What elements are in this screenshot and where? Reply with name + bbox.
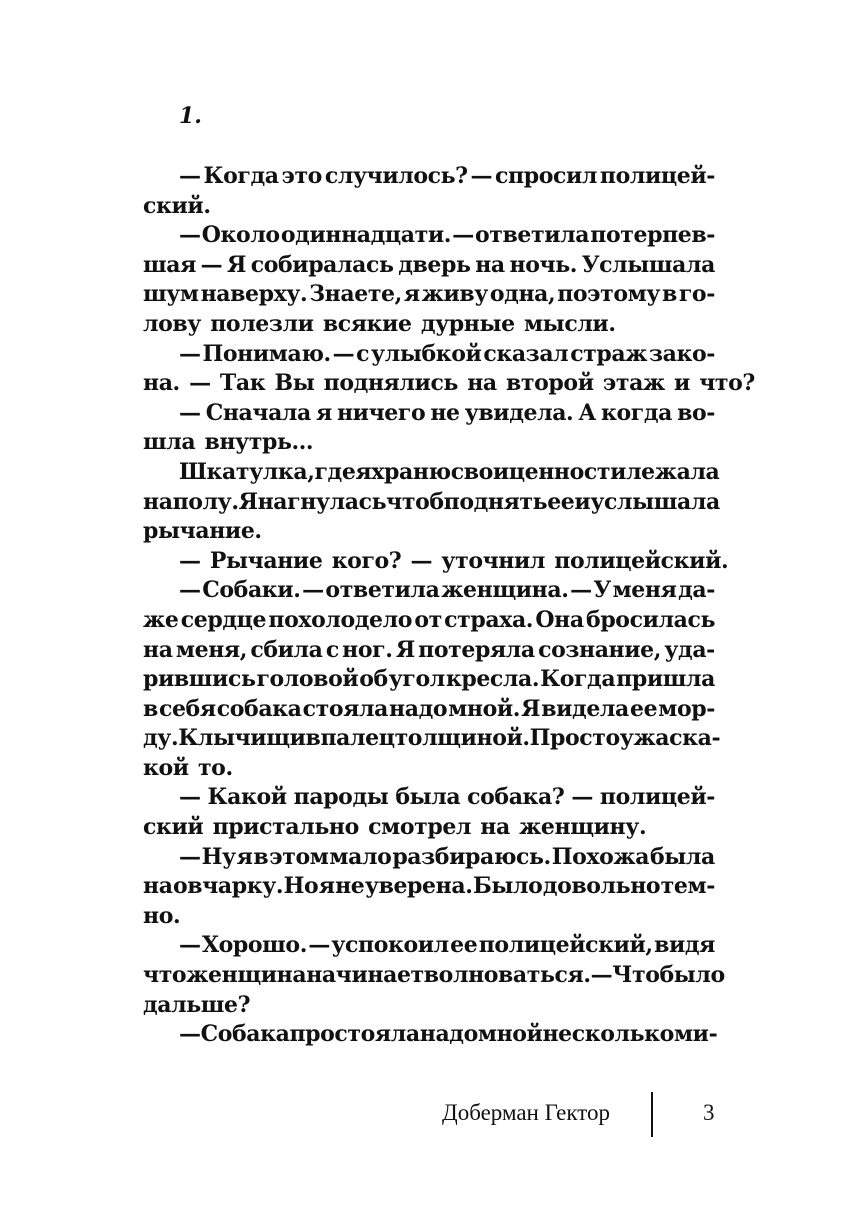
paragraph-line: шла внутрь…: [143, 429, 314, 456]
paragraph-line: на полу. Я нагнулась чтоб поднять ее и услышала: [143, 488, 720, 515]
paragraph-line: — Хорошо. — успокоил ее полицейский, видя: [179, 932, 715, 959]
paragraph-line: ский.: [143, 192, 211, 219]
paragraph-line: на овчарку. Но я не уверена. Было довольно тем-: [143, 873, 715, 900]
paragraph-line: шая — Я собиралась дверь на ночь. Услышала: [143, 251, 715, 278]
paragraph-line: рычание.: [143, 518, 262, 545]
paragraph-line: ский пристально смотрел на женщину.: [143, 814, 647, 841]
page-number: 3: [703, 1100, 715, 1125]
paragraph-line: — Сначала я ничего не увидела. А когда во-: [179, 399, 715, 426]
footer-divider: [651, 1092, 653, 1137]
paragraph-line: — Около одиннадцати. — ответила потерпев-: [179, 222, 715, 249]
running-title: Доберман Гектор: [442, 1100, 610, 1125]
paragraph-line: на. — Так Вы поднялись на второй этаж и что?: [143, 370, 755, 397]
chapter-number: 1.: [179, 103, 202, 129]
body-text: [143, 162, 755, 1050]
paragraph-line: на меня, сбила с ног. Я потеряла сознание, уда-: [143, 636, 715, 663]
page-footer: [0, 1092, 856, 1137]
paragraph-line: Шкатулка, где я храню свои ценности лежала: [179, 458, 720, 485]
paragraph-line: — Понимаю. — с улыбкой сказал страж зако-: [179, 340, 715, 367]
paragraph-line: но.: [143, 902, 181, 929]
paragraph-line: кой то.: [143, 754, 233, 781]
paragraph-line: — Когда это случилось? — спросил полицей-: [179, 163, 715, 189]
paragraph-line: — Какой пароды была собака? — полицей-: [179, 784, 715, 811]
paragraph-line: рившись головой об угол кресла. Когда пришла: [143, 666, 715, 693]
paragraph-line: лову полезли всякие дурные мысли.: [143, 310, 616, 337]
paragraph-line: дальше?: [143, 991, 251, 1018]
paragraph-line: же сердце похолодело от страха. Она бросилась: [143, 606, 715, 633]
paragraph-line: ду. Клычищи в палец толщиной. Просто ужас ка-: [143, 725, 721, 752]
paragraph-line: — Рычание кого? — уточнил полицейский.: [179, 547, 729, 574]
paragraph-line: что женщина начинает волноваться. — Что было: [143, 962, 725, 989]
paragraph-line: шум наверху. Знаете, я живу одна, поэтому в го-: [143, 281, 715, 308]
paragraph-line: — Собака простояла надо мной несколько ми-: [179, 1021, 718, 1048]
paragraph-line: в себя собака стояла надо мной. Я видела ее мор-: [143, 695, 715, 722]
paragraph-line: — Собаки. — ответила женщина. — У меня да-: [179, 577, 715, 604]
paragraph-line: — Ну я в этом мало разбираюсь. Похожа была: [179, 843, 715, 870]
